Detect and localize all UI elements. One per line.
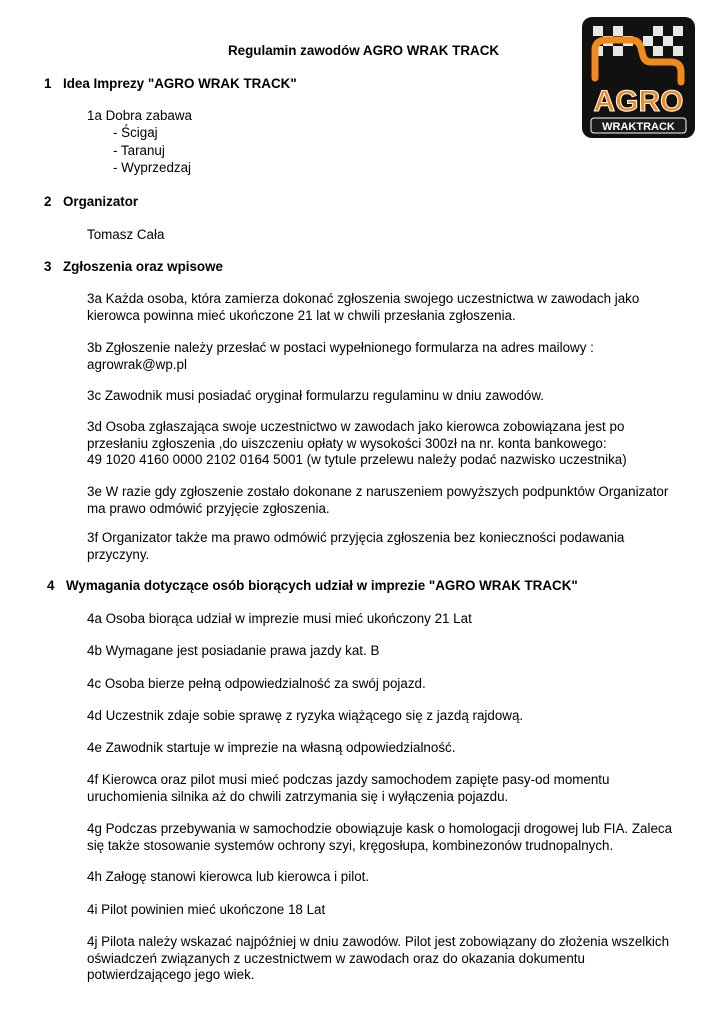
paragraph-line: 3f Organizator także ma prawo odmówić przyjęcia zgłoszenia bez konieczności podawania (87, 530, 625, 545)
paragraph-line: 3e W razie gdy zgłoszenie zostało dokonane z naruszeniem powyższych podpunktów Organizator (87, 484, 669, 499)
paragraph-line: 4e Zawodnik startuje w imprezie na własną odpowiedzialność. (87, 740, 456, 755)
paragraph-4g (87, 821, 687, 854)
paragraph-line: 4j Pilota należy wskazać najpóźniej w dniu zawodów. Pilot jest zobowiązany do złożenia wszelkich (87, 934, 670, 949)
paragraph-3c (87, 388, 687, 405)
logo-text-main: AGRO (593, 85, 684, 118)
paragraph-line: 4h Załogę stanowi kierowca lub kierowca i pilot. (87, 869, 370, 884)
paragraph-line: uruchomienia silnika aż do chwili zatrzymania się i wyłączenia pojazdu. (87, 788, 509, 804)
section-3-heading: Zgłoszenia oraz wpisowe (63, 259, 223, 274)
paragraph-3e (87, 484, 687, 517)
paragraph-4c (87, 676, 687, 693)
document-title: Regulamin zawodów AGRO WRAK TRACK (228, 43, 500, 58)
paragraph-3a (87, 291, 687, 324)
paragraph-line: 4i Pilot powinien mieć ukończone 18 Lat (87, 902, 326, 917)
paragraph-line: 3c Zawodnik musi posiadać oryginał formularzu regulaminu w dniu zawodów. (87, 388, 544, 403)
section-1-heading: Idea Imprezy "AGRO WRAK TRACK" (63, 76, 297, 91)
paragraph-line: przesłaniu zgłoszenia ,do uiszczeniu opłaty w wysokości 300zł na nr. konta bankowego: (87, 435, 607, 451)
paragraph-line: 4d Uczestnik zdaje sobie sprawę z ryzyka wiążącego się z jazdą rajdową. (87, 708, 524, 723)
paragraph-4h (87, 869, 687, 886)
paragraph-line: 4a Osoba biorąca udział w imprezie musi mieć ukończony 21 Lat (87, 611, 472, 626)
section-3-number: 3 (44, 259, 52, 274)
paragraph-line: przyczyny. (87, 546, 150, 562)
paragraph-4f (87, 772, 687, 805)
paragraph-line: 3b Zgłoszenie należy przesłać w postaci wypełnionego formularza na adres mailowy : (87, 340, 594, 355)
section-2-heading: Organizator (63, 194, 139, 209)
section-4-heading: Wymagania dotyczące osób biorących udział w imprezie "AGRO WRAK TRACK" (66, 578, 578, 593)
paragraph-4j (87, 934, 687, 984)
section-1-number: 1 (44, 76, 52, 91)
paragraph-4b (87, 643, 687, 660)
paragraph-4e (87, 740, 687, 757)
paragraph-line: ma prawo odmówić przyjęcie zgłoszenia. (87, 500, 330, 516)
list-item: - Wyprzedzaj (113, 160, 192, 175)
paragraph-4d (87, 708, 687, 725)
email-address: agrowrak@wp.pl (87, 356, 187, 372)
paragraph-line: potwierdzającego jego wiek. (87, 967, 255, 982)
paragraph-line: 4b Wymagane jest posiadanie prawa jazdy kat. B (87, 643, 380, 658)
section-4-number: 4 (47, 578, 55, 593)
paragraph-line: 3d Osoba zgłaszająca swoje uczestnictwo w zawodach jako kierowca zobowiązana jest po (87, 419, 625, 434)
paragraph-3f (87, 530, 687, 563)
bank-account-line: 49 1020 4160 0000 2102 0164 5001 (w tytule przelewu należy podać nazwisko uczestnika) (87, 452, 627, 467)
list-item: - Ścigaj (113, 125, 158, 140)
section-2-number: 2 (44, 194, 52, 209)
paragraph-4a (87, 611, 687, 628)
paragraph-3b (87, 340, 687, 373)
paragraph-line: oświadczeń związanych z uczestnictwem w zawodach oraz do okazania dokumentu (87, 950, 585, 966)
paragraph-line: 4g Podczas przebywania w samochodzie obowiązuje kask o homologacji drogowej lub FIA. Zaleca (87, 821, 673, 836)
organizer-name: Tomasz Cała (87, 227, 165, 242)
paragraph-line: 3a Każda osoba, która zamierza dokonać zgłoszenia swojego uczestnictwa w zawodach jako (87, 291, 640, 306)
paragraph-line: 4f Kierowca oraz pilot musi mieć podczas jazdy samochodem zapięte pasy-od momentu (87, 772, 610, 787)
logo-text-sub: WRAKTRACK (602, 121, 675, 133)
paragraph-line: się także stosowanie systemów ochrony szyi, kręgosłupa, kombinezonów trudnopalnych. (87, 837, 614, 853)
paragraph-line: kierowca powinna mieć ukończone 21 lat w chwili przesłania zgłoszenia. (87, 307, 516, 323)
paragraph-line: 4c Osoba bierze pełną odpowiedzialność za swój pojazd. (87, 676, 426, 691)
list-item: - Taranuj (113, 143, 165, 158)
paragraph-4i (87, 902, 687, 919)
paragraph-1a: 1a Dobra zabawa (87, 108, 192, 123)
paragraph-3d (87, 419, 687, 469)
